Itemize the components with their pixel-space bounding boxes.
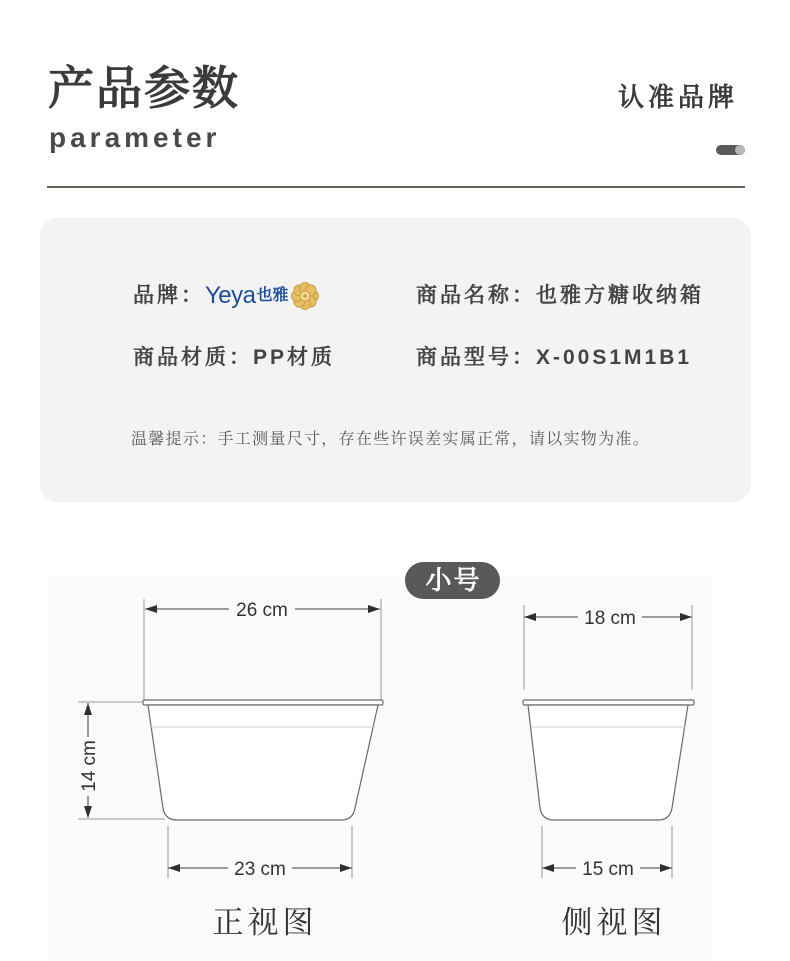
front-height-arrow-top [84, 703, 92, 715]
side-bottom-width-label: 15 cm [582, 859, 634, 880]
side-box-rim [523, 700, 694, 705]
spec-brand [133, 282, 319, 310]
brand-logo-latin: Yeya [205, 282, 256, 309]
front-top-width-label: 26 cm [236, 600, 288, 621]
brand-tag: 认准品牌 [618, 82, 739, 112]
front-top-arrow-left [145, 605, 157, 613]
spec-model-value: X-00S1M1B1 [536, 346, 693, 369]
toggle-pill-icon [716, 145, 745, 155]
spec-model-label: 商品型号： [416, 346, 536, 369]
brand-logo-chinese: 也雅 [256, 287, 289, 304]
measurement-note: 温馨提示：手工测量尺寸，存在些许误差实属正常，请以实物为准。 [131, 431, 651, 448]
logo-core [303, 294, 307, 298]
gold-flower-logo-icon [291, 282, 319, 310]
front-height-label: 14 cm [79, 740, 100, 792]
spec-name [416, 282, 704, 310]
front-view-label: 正视图 [212, 905, 318, 941]
front-box-body [148, 705, 378, 820]
brand-logo [205, 282, 319, 310]
side-top-width-label: 18 cm [584, 608, 636, 629]
front-bottom-arrow-right [340, 864, 352, 872]
side-top-arrow-right [680, 613, 692, 621]
spec-material-value: PP材质 [253, 346, 336, 369]
page-title: 产品参数 [48, 62, 240, 114]
spec-brand-label: 品牌： [133, 284, 205, 307]
dimension-diagram [0, 570, 790, 961]
side-bottom-arrow-right [660, 864, 672, 872]
side-bottom-arrow-left [542, 864, 554, 872]
spec-name-label: 商品名称： [416, 284, 536, 307]
side-top-arrow-left [524, 613, 536, 621]
front-view [78, 599, 383, 941]
front-bottom-arrow-left [168, 864, 180, 872]
toggle-knob [735, 145, 745, 155]
side-box-body [528, 705, 688, 820]
front-top-arrow-right [368, 605, 380, 613]
spec-material-label: 商品材质： [133, 346, 253, 369]
spec-material [133, 344, 335, 372]
side-view-label: 侧视图 [561, 905, 667, 941]
spec-name-value: 也雅方糖收纳箱 [536, 284, 704, 307]
header-divider [47, 186, 745, 188]
front-box-rim [143, 700, 383, 705]
spec-model [416, 344, 692, 372]
side-view [523, 605, 694, 941]
front-height-arrow-bottom [84, 806, 92, 818]
page-subtitle: parameter [49, 122, 221, 153]
size-badge: 小号 [405, 562, 500, 599]
front-bottom-width-label: 23 cm [234, 859, 286, 880]
